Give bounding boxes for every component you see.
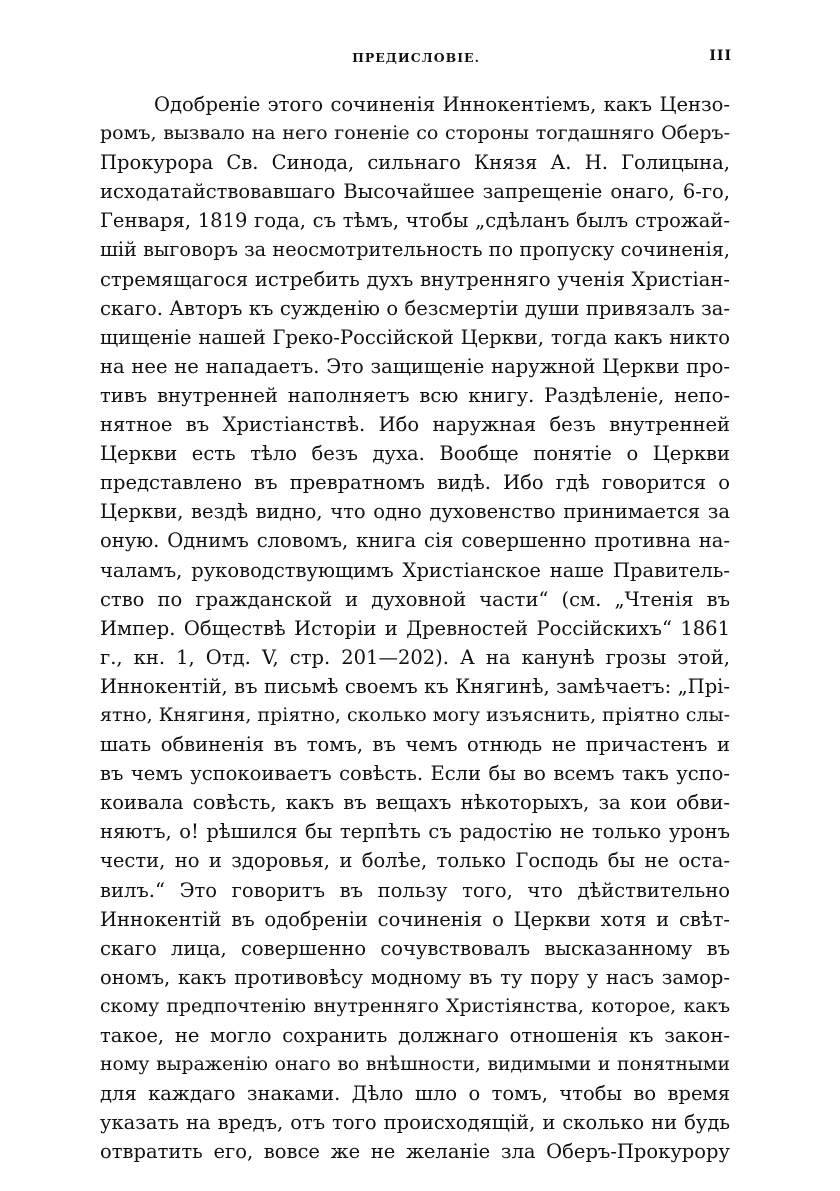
text-line: для каждаго знаками. Дѣло шло о томъ, чтобы во время [100, 1082, 730, 1106]
text-line: чаламъ, руководствующимъ Христіанское наше Правитель- [100, 558, 730, 582]
running-title: ПРЕДИСЛОВІЕ. [352, 50, 480, 65]
text-line: г., кн. 1, Отд. V, стр. 201—202). А на канунѣ грозы этой, [100, 645, 730, 669]
text-line: шій выговоръ за неосмотрительность по пропуску сочиненія, [100, 238, 730, 262]
text-line: на нее не нападаетъ. Это защищеніе наружной Церкви про- [100, 354, 730, 378]
text-line: указать на вредъ, отъ того происходящій, и сколько ни будь [100, 1111, 730, 1135]
text-line: стремящагося истребить духъ внутренняго ученія Христіан- [100, 267, 730, 291]
body-text [100, 90, 730, 1166]
text-line: тивъ внутренней наполняетъ всю книгу. Раздѣленіе, непо- [100, 383, 730, 407]
text-line: ятно, Княгиня, пріятно, сколько могу изъяснить, пріятно слы- [100, 703, 730, 726]
text-line: такое, не могло сохранить должнаго отношенія къ закон- [100, 1024, 730, 1047]
text-line: Иннокентій въ одобреніи сочиненія о Церкви хотя и свѣт- [100, 907, 730, 931]
text-line: въ чемъ успокоиваетъ совѣсть. Если бы во всемъ такъ успо- [100, 762, 730, 786]
text-line: скаго. Авторъ къ сужденію о безсмертіи души привязалъ за- [100, 296, 730, 320]
text-line: Одобреніе этого сочиненія Иннокентіемъ, какъ Цензо- [154, 93, 730, 116]
text-line: отвратить его, вовсе же не желаніе зла Оберъ-Прокурору [100, 1140, 730, 1164]
text-line: ство по гражданской и духовной части“ (см. „Чтенія въ [100, 587, 730, 611]
text-line: исходатайствовавшаго Высочайшее запрещеніе онаго, 6-го, [100, 180, 730, 204]
text-line: Церкви есть тѣло безъ духа. Вообще понятіе о Церкви [100, 442, 730, 466]
text-line: скому предпочтенію внутренняго Христіянства, которое, какъ [100, 995, 730, 1017]
text-line: Прокурора Св. Синода, сильнаго Князя А. Н. Голицына, [100, 151, 730, 175]
text-line: скаго лица, совершенно сочувствовалъ высказанному въ [100, 936, 730, 960]
text-line: ономъ, какъ противовѣсу модному въ ту пору у насъ замор- [100, 965, 730, 989]
text-line: чести, но и здоровья, и болѣе, только Господь бы не оста- [100, 849, 730, 873]
page-number: III [709, 48, 732, 64]
text-line: шать обвиненія въ томъ, въ чемъ отнюдь не причастенъ и [100, 733, 730, 757]
text-line: ромъ, вызвало на него гоненіе со стороны тогдашняго Оберъ- [100, 122, 730, 145]
text-line: Импер. Обществѣ Исторіи и Древностей Россійскихъ“ 1861 [100, 616, 730, 640]
text-line: Церкви, вездѣ видно, что одно духовенство принимается за [100, 500, 730, 524]
text-line: коивала совѣсть, какъ въ вещахъ нѣкоторыхъ, за кои обви- [100, 791, 730, 815]
text-line: Генваря, 1819 года, съ тѣмъ, чтобы „сдѣланъ былъ строжай- [100, 209, 730, 233]
text-line: представлено въ превратномъ видѣ. Ибо гдѣ говорится о [100, 471, 730, 495]
text-line: нятное въ Христіанствѣ. Ибо наружная безъ внутренней [100, 413, 730, 437]
text-line: няютъ, о! рѣшился бы терпѣть съ радостію не только уронъ [100, 820, 730, 844]
page-header [100, 50, 732, 72]
text-line: щищеніе нашей Греко-Россійской Церкви, тогда какъ никто [100, 325, 730, 349]
text-line: вилъ.“ Это говоритъ въ пользу того, что дѣйствительно [100, 878, 730, 902]
text-line: Иннокентій, въ письмѣ своемъ къ Княгинѣ, замѣчаетъ: „Прі- [100, 674, 730, 698]
text-line: оную. Однимъ словомъ, книга сія совершенно противна на- [100, 529, 730, 553]
text-line: ному выраженію онаго во внѣшности, видимыми и понятными [100, 1054, 730, 1076]
